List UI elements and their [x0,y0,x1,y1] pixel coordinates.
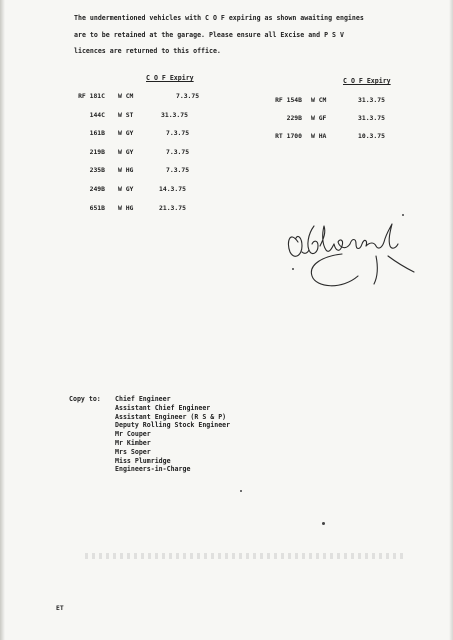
list-item: Assistant Engineer (R S & P) [115,412,227,421]
registration: 229B [286,114,302,122]
garage-code: W GY [118,185,134,193]
garage-code: W ST [118,111,134,119]
list-item: Chief Engineer [115,395,171,403]
garage-code: W GY [118,148,134,156]
garage-code: W HG [118,166,134,174]
list-item: Deputy Rolling Stock Engineer [115,421,231,430]
handwritten-signature-icon [280,212,430,297]
scan-edge-right [449,0,453,640]
garage-code: W CM [311,96,327,104]
right-table-header: C O F Expiry [343,77,391,85]
registration: 235B [89,166,105,174]
intro-line-3: licences are returned to this office. [74,47,221,55]
list-item: Mr Couper [115,430,151,439]
expiry-date: 7.3.75 [176,92,200,100]
garage-code: W CM [118,92,134,100]
intro-paragraph [74,10,444,60]
expiry-date: 7.3.75 [166,129,190,137]
garage-code: W HA [311,132,327,140]
expiry-date: 31.3.75 [358,114,385,122]
expiry-date: 31.3.75 [161,111,188,119]
registration: 219B [89,148,105,156]
expiry-date: 21.3.75 [159,204,186,212]
garage-code: W HG [118,204,134,212]
registration: RT 1700 [275,132,302,140]
list-item: Miss Plumridge [115,456,171,465]
scan-speck [292,268,294,270]
list-item: Mr Kimber [115,438,151,447]
registration: 144C [89,111,105,119]
scan-speck [322,522,325,525]
left-table-header: C O F Expiry [146,74,194,82]
registration: 161B [89,129,105,137]
list-item: Engineers-in-Charge [115,465,191,474]
garage-code: W GY [118,129,134,137]
expiry-date: 14.3.75 [159,185,186,193]
list-item: Assistant Chief Engineer [115,403,211,412]
scan-edge-left [0,0,5,640]
copy-to-list [115,395,230,474]
intro-line-2: are to be retained at the garage. Please ensure all Excise and P S V [74,30,344,39]
garage-code: W GF [311,114,327,122]
scan-speck [402,214,404,216]
registration: 651B [89,204,105,212]
intro-line-1: The undermentioned vehicles with C O F expiring as shown awaiting engines [74,14,364,22]
footer-initials: ET [56,604,64,612]
registration: RF 154B [275,96,302,104]
expiry-date: 7.3.75 [166,148,190,156]
expiry-date: 31.3.75 [358,96,385,104]
registration: 249B [89,185,105,193]
scan-speck [240,490,242,492]
scan-artifact [85,553,405,559]
copy-to-label: Copy to: [69,395,101,403]
expiry-date: 10.3.75 [358,132,385,140]
list-item: Mrs Soper [115,447,151,456]
expiry-date: 7.3.75 [166,166,190,174]
registration: RF 181C [78,92,105,100]
